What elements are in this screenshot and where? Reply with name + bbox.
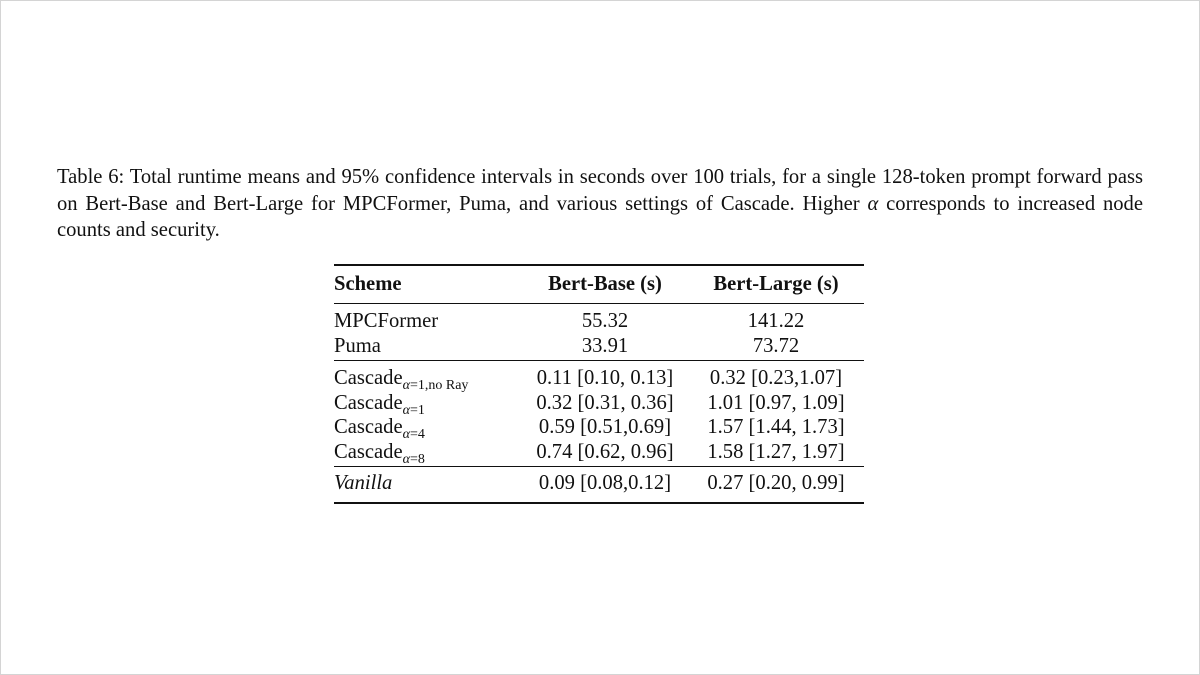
table-row	[334, 304, 864, 334]
table-row	[334, 334, 864, 361]
bert-base-cell: 0.74 [0.62, 0.96]	[536, 440, 674, 463]
subscript-val: =1,	[409, 378, 429, 393]
bert-large-cell: 0.27 [0.20, 0.99]	[707, 472, 845, 494]
bert-large-cell: 141.22	[747, 310, 805, 332]
table-row	[334, 415, 864, 440]
subscript-var: α	[402, 402, 410, 418]
table-row	[334, 391, 864, 416]
runtime-table	[334, 264, 864, 504]
bert-large-cell: 1.01 [0.97, 1.09]	[707, 391, 845, 414]
caption-text-part1: Table 6: Total runtime means and 95% confidence intervals in seconds over 100 trials, for a single 128-token prompt forward pass on Bert-Base and Bert-Large for MPCFormer, Puma, and various settings of Cascade. Higher	[57, 166, 1143, 215]
scheme-name: Cascade	[334, 367, 403, 389]
table-caption	[57, 164, 1143, 244]
bert-base-cell: 0.09 [0.08,0.12]	[538, 472, 672, 494]
table-header-row	[334, 265, 864, 304]
scheme-cell	[334, 440, 522, 467]
runtime-table-wrapper	[334, 264, 864, 504]
bert-large-cell: 1.58 [1.27, 1.97]	[707, 440, 845, 463]
bert-base-cell: 33.91	[581, 334, 629, 357]
scheme-cell	[334, 361, 522, 391]
bert-base-cell: 0.59 [0.51,0.69]	[538, 416, 672, 438]
subscript-var: α	[402, 427, 410, 442]
caption-alpha-symbol: α	[867, 192, 879, 215]
bert-base-cell: 0.32 [0.31, 0.36]	[536, 391, 674, 414]
scheme-cell: Vanilla	[334, 472, 393, 494]
bert-base-cell: 55.32	[581, 310, 629, 332]
header-bert-large: Bert-Large (s)	[713, 273, 839, 296]
scheme-name: Cascade	[334, 391, 403, 414]
scheme-cell	[334, 391, 522, 416]
subscript-extra: no Ray	[428, 378, 469, 393]
bert-large-cell: 0.32 [0.23,1.07]	[709, 367, 843, 389]
scheme-cell: MPCFormer	[334, 310, 439, 332]
bert-large-cell: 1.57 [1.44, 1.73]	[707, 416, 845, 438]
subscript-val: =4	[409, 427, 425, 442]
bert-base-cell: 0.11 [0.10, 0.13]	[536, 367, 674, 389]
scheme-subscript	[403, 452, 425, 467]
header-scheme: Scheme	[334, 273, 402, 296]
subscript-var: α	[402, 378, 410, 393]
table-row	[334, 361, 864, 391]
caption-text-part2: corresponds to increased node counts and security.	[57, 192, 1143, 241]
table-row	[334, 440, 864, 467]
header-bert-base: Bert-Base (s)	[548, 273, 662, 296]
scheme-cell	[334, 415, 522, 440]
subscript-var: α	[402, 451, 410, 467]
scheme-name: Cascade	[334, 416, 403, 438]
subscript-val: =8	[409, 451, 425, 467]
bert-large-cell: 73.72	[752, 334, 800, 357]
scheme-name: Cascade	[334, 440, 403, 463]
subscript-val: =1	[409, 402, 425, 418]
scheme-cell: Puma	[334, 334, 381, 357]
table-row	[334, 467, 864, 503]
